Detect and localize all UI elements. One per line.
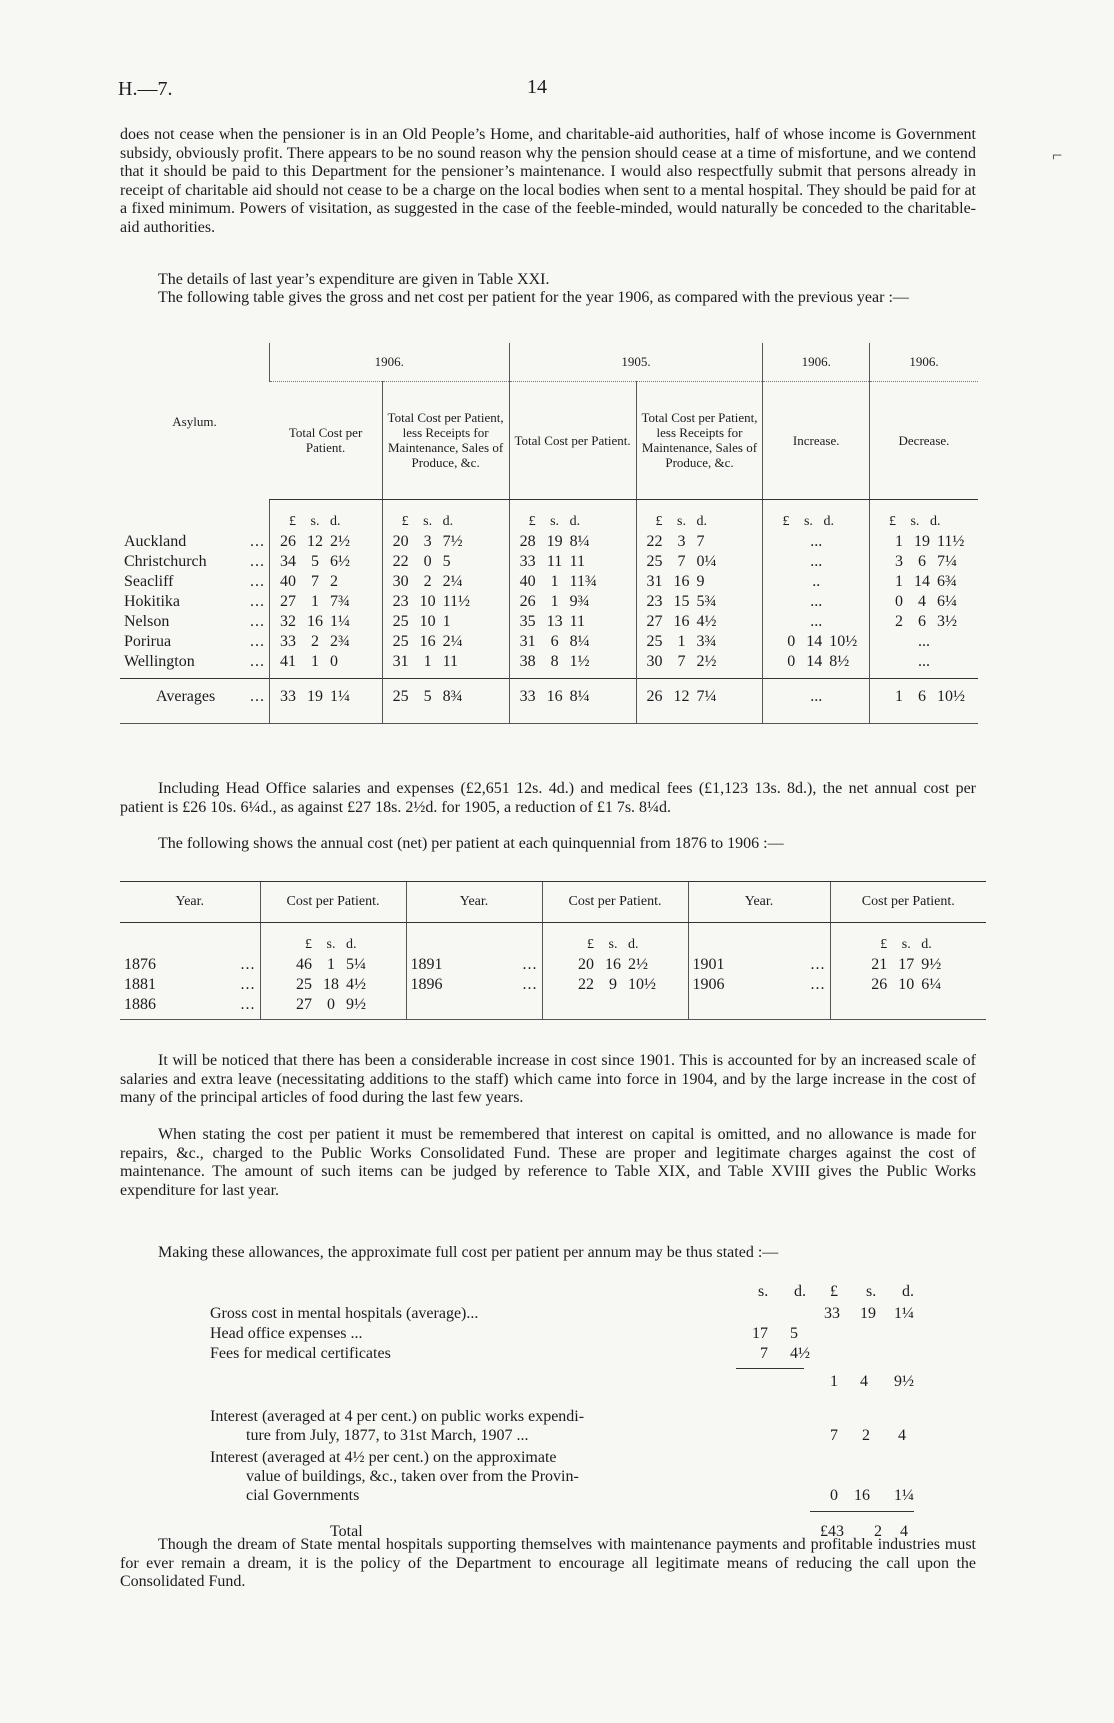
year-cell: 1886 xyxy=(124,996,156,1013)
year-cell: 1896 xyxy=(410,976,443,993)
year-cell: 1876 xyxy=(124,956,156,973)
header-year-1906: 1906. xyxy=(269,343,509,381)
money-value: £ s. d. xyxy=(655,513,708,529)
year-cell: 1901 xyxy=(692,956,725,973)
money-value: 40 1 11¾ xyxy=(519,572,597,590)
year-cell: 1881 xyxy=(124,976,156,993)
units-row xyxy=(120,499,978,532)
paragraph-table-intro: The following table gives the gross and net cost per patient for the year 1906, as compared with the previous year :— xyxy=(158,289,909,306)
header-year-col3: Year. xyxy=(688,882,830,923)
document-page: H.—7. 14 does not cease when the pensioner is in an Old People’s Home, and charitable-aid authorities, half of whose income is Government subsidy, obviously profit. There appears to be no sound reason why the pension should cease at a time of misfortune, and we contend that it should be paid to this Department for the pensioner’s maintenance. I would also respectfully submit that persons already in receipt of charitable aid should not cease to be a charge on the local bodies when sent to a mental hospital. They should be paid for at a fixed minimum. Powers of visitation, as suggested in the case of the feeble-minded, would naturally be conceded to the charitable-aid authorities. The details of last year’s expenditure are given in Table XXI. The following table gives the gross and net cost per patient for the year 1906, as compared with the previous year :— Asylum. 1906. 1905. 1906. 1906. Total Cost per Patient. Total Cost per Patient, less Receipts for Maintenance, Sales of Produce, &c. Total Cost per Patient. Total Cost per Patient, less Receipts for Maintenance, Sales of Produce, &c. Increase. Decrease. £ s. d. £ s. d. £ s. d. £ s. d. £ s. d. £ s. d. Auckland ... 26 12 2½ 20 3 7½ 28 19 8¼ 22 3 7 ... 1 19 11½ Christchurch ... 34 5 6½ 22 0 5 33 11 11 25 7 0¼ ... 3 6 7¼ Seacliff ... 40 7 2 30 2 2¼ 40 1 11¾ 31 16 9 .. 1 14 6¾ Hokitika ... 27 1 7¾ 23 10 11½ 26 1 9¾ 23 15 5¾ ... 0 4 6¼ Nelson ... 32 16 1¼ 25 10 1 35 13 11 27 16 4½ ... 2 6 3½ Porirua ... 33 2 2¾ 25 16 2¼ 31 6 8¼ 25 1 3¾ 0 14 10½ ... Wellington ... 41 1 0 31 1 11 38 8 1½ 30 7 2½ 0 14 8½ ... Averages ... 33 19 1¼ 25 5 8¾ 33 16 8¼ 26 12 7¼ ... 1 6 10½ Including Head Office salaries and expenses (£2,651 12s. 4d.) and medical fees (£1,123 13s. 8d.), the net annual cost per patient is £26 10s. 6¼d., as against £27 18s. 2½d. for 1905, a reduction of £1 7s. 8¼d. The following shows the annual cost (net) per patient at each quinquennial from 1876 to 1906 :— Year. Cost per Patient. Year. Cost per Patient. Year. Cost per Patient. £ s. d. £ s. d. £ s. d. 1876 ... 46 1 5¼ 1891 ... 20 16 2½ 1901 ... 21 17 9½ 1881 ... 25 18 4½ 1896 ... 22 9 10½ 1906 ... 26 10 6¼ 1886 ... 27 0 9½ It will be noticed that there has been a considerable increase in cost since 1901. This is accounted for by an increased scale of salaries and extra leave (necessitating additions to the staff) which came into force in 1904, and by the large increase in the cost of many of the principal articles of food during the last few years. When stating the cost per patient it must be remembered that interest on capital is omitted, and no allowance is made for repairs, &c., charged to the Public Works Consolidated Fund. These are proper and legitimate charges against the cost of maintenance. The amount of such items can be judged by reference to Table XIX, and Table XVIII gives the Public Works expenditure for last year. Making these allowances, the approximate full cost per patient per annum may be thus stated :— s. d. £ s. d. Gross cost in mental hospitals (average)... 33 19 1¼ Head office expenses ... 17 5 Fees for medical certificates 7 4½ 1 4 9½ Interest (averaged at 4 per cent.) on public works expendi- ture from July, 1877, to 31st March, 1907 ... 7 2 4 Interest (averaged at 4½ per cent.) on the approximate value of buildings, &c., taken over from the Provin- cial Governments 0 16 1¼ Total £43 2 4 Though the dream of State mental hospitals supporting themselves with maintenance payments and profitable industries must for ever remain a dream, it is the policy of the Department to encourage all legitimate means of reducing the call upon the Consolidated Fund. ⌐ xyxy=(118,76,1063,1590)
money-value: 33 11 11 xyxy=(519,552,585,570)
money-value: £ s. d. xyxy=(288,513,341,529)
money-value: 27 0 9½ xyxy=(296,996,366,1013)
money-value: 41 1 0 xyxy=(279,652,338,670)
paragraph-net-annual-cost: Including Head Office salaries and expenses (£2,651 12s. 4d.) and medical fees (£1,123 13s. 8d.), the net annual cost per patient is £26 10s. 6¼d., as against £27 18s. 2½d. for 1905, a reduction of £1 7s. 8¼d. xyxy=(120,780,976,816)
money-value: £ s. d. xyxy=(880,937,932,952)
header-total-cost-1906: Total Cost per Patient. xyxy=(269,381,382,499)
money-value: 25 1 3¾ xyxy=(646,632,717,650)
averages-row: Averages ... 33 19 1¼ 25 5 8¾ 33 16 8¼ 26 12 7¼ ... 1 6 10½ xyxy=(120,678,978,715)
money-value: 26 10 6¼ xyxy=(871,976,942,993)
paragraph-closing: Though the dream of State mental hospitals supporting themselves with maintenance payments and profitable industries must for ever remain a dream, it is the policy of the Department to encourage all legitimate means of reducing the call upon the Consolidated Fund. xyxy=(120,1536,976,1590)
paragraph-table-xxi: The details of last year’s expenditure are given in Table XXI. xyxy=(158,271,550,288)
money-value: 30 2 2¼ xyxy=(392,572,463,590)
header-decrease: Decrease. xyxy=(869,381,978,499)
money-value: 31 16 9 xyxy=(646,572,705,590)
money-value: 22 0 5 xyxy=(392,552,451,570)
money-value: 33 2 2¾ xyxy=(279,632,350,650)
money-value: 30 7 2½ xyxy=(646,652,717,670)
units-row xyxy=(120,923,986,956)
header-year-decrease: 1906. xyxy=(869,343,978,381)
money-value: 23 10 11½ xyxy=(392,592,471,610)
header-asylum: Asylum. xyxy=(172,413,217,429)
paragraph-quinquennial-intro: The following shows the annual cost (net) per patient at each quinquennial from 1876 to 1906 :— xyxy=(158,835,784,852)
table-row: Seacliff ... 40 7 2 30 2 2¼ 40 1 11¾ 31 16 9 .. 1 14 6¾ xyxy=(120,572,978,592)
header-total-cost-1905: Total Cost per Patient. xyxy=(509,381,636,499)
asylum-name: Hokitika xyxy=(124,592,180,610)
header-year-col2: Year. xyxy=(406,882,542,923)
table-row: Christchurch ... 34 5 6½ 22 0 5 33 11 11 25 7 0¼ ... 3 6 7¼ xyxy=(120,552,978,572)
money-value: 23 15 5¾ xyxy=(646,592,717,610)
table-row: 1881 ... 25 18 4½ 1896 ... 22 9 10½ 1906 ... 26 10 6¼ xyxy=(120,975,986,995)
asylum-name: Seacliff xyxy=(124,572,174,590)
money-value: 1 14 6¾ xyxy=(894,572,957,590)
cost-per-patient-table xyxy=(120,343,978,724)
money-value: 0 14 8½ xyxy=(787,652,850,670)
money-value: £ s. d. xyxy=(888,513,941,529)
money-value: 34 5 6½ xyxy=(279,552,350,570)
money-value: £ s. d. xyxy=(587,937,639,952)
header-cost-col1: Cost per Patient. xyxy=(260,882,406,923)
money-value: 25 10 1 xyxy=(392,612,451,630)
header-cost-col2: Cost per Patient. xyxy=(542,882,688,923)
header-year-1905: 1905. xyxy=(509,343,763,381)
money-value: 35 13 11 xyxy=(519,612,585,630)
quinquennial-cost-table xyxy=(120,881,986,1020)
asylum-name: Auckland xyxy=(124,532,187,550)
money-value: 31 6 8¼ xyxy=(519,632,590,650)
money-value: 26 12 2½ xyxy=(279,532,350,550)
money-value: 1 6 10½ xyxy=(894,687,965,705)
money-value: 20 16 2½ xyxy=(578,956,648,973)
money-value: 2 6 3½ xyxy=(894,612,957,630)
paragraph-increase-since-1901: It will be noticed that there has been a considerable increase in cost since 1901. This is accounted for by an increased scale of salaries and extra leave (necessitating additions to the staff) which came into force in 1904, and by the large increase in the cost of many of the principal articles of food during the last few years. xyxy=(120,1052,976,1106)
year-cell: 1891 xyxy=(410,956,443,973)
money-value: 21 17 9½ xyxy=(871,956,942,973)
money-value: 25 16 2¼ xyxy=(392,632,463,650)
table-row: Auckland ... 26 12 2½ 20 3 7½ 28 19 8¼ 22 3 7 ... 1 19 11½ xyxy=(120,532,978,552)
table-row: 1886 ... 27 0 9½ xyxy=(120,995,986,1015)
money-value: 27 16 4½ xyxy=(646,612,717,630)
table-row: Wellington ... 41 1 0 31 1 11 38 8 1½ 30 7 2½ 0 14 8½ ... xyxy=(120,652,978,679)
money-value: 25 18 4½ xyxy=(296,976,366,993)
money-value: £ s. d. xyxy=(782,513,834,529)
money-value: 25 5 8¾ xyxy=(392,687,463,705)
money-value: 32 16 1¼ xyxy=(279,612,350,630)
header-year-increase: 1906. xyxy=(763,343,869,381)
money-value: 22 3 7 xyxy=(646,532,705,550)
margin-mark: ⌐ xyxy=(1052,145,1063,165)
year-cell: 1906 xyxy=(692,976,725,993)
table-row: Hokitika ... 27 1 7¾ 23 10 11½ 26 1 9¾ 23 15 5¾ ... 0 4 6¼ xyxy=(120,592,978,612)
money-value: 46 1 5¼ xyxy=(296,956,366,973)
header-net-cost-1905: Total Cost per Patient, less Receipts for Maintenance, Sales of Produce, &c. xyxy=(636,381,763,499)
paragraph-allowances: Making these allowances, the approximate full cost per patient per annum may be thus stated :— xyxy=(158,1244,779,1261)
table-row: Porirua ... 33 2 2¾ 25 16 2¼ 31 6 8¼ 25 1 3¾ 0 14 10½ ... xyxy=(120,632,978,652)
asylum-name: Nelson xyxy=(124,612,170,630)
asylum-name: Wellington xyxy=(124,652,195,670)
money-value: 33 19 1¼ xyxy=(279,687,350,705)
header-increase: Increase. xyxy=(763,381,869,499)
page-number: 14 xyxy=(527,76,547,98)
money-value: 20 3 7½ xyxy=(392,532,463,550)
total-rule xyxy=(810,1511,914,1512)
money-value: 0 4 6¼ xyxy=(894,592,957,610)
money-value: £ s. d. xyxy=(528,513,581,529)
document-reference: H.—7. xyxy=(118,78,173,100)
header-net-cost-1906: Total Cost per Patient, less Receipts for Maintenance, Sales of Produce, &c. xyxy=(382,381,509,499)
table-row: Nelson ... 32 16 1¼ 25 10 1 35 13 11 27 16 4½ ... 2 6 3½ xyxy=(120,612,978,632)
money-value: 31 1 11 xyxy=(392,652,459,670)
asylum-name: Porirua xyxy=(124,632,172,650)
header-year-col1: Year. xyxy=(120,882,260,923)
money-value: 25 7 0¼ xyxy=(646,552,717,570)
asylum-name: Christchurch xyxy=(124,552,207,570)
money-value: 40 7 2 xyxy=(279,572,338,590)
paragraph-interest-omitted: When stating the cost per patient it must be remembered that interest on capital is omitted, and no allowance is made for repairs, &c., charged to the Public Works Consolidated Fund. These are proper and legitimate charges against the cost of maintenance. The amount of such items can be judged by reference to Table XIX, and Table XVIII gives the Public Works expenditure for last year. xyxy=(120,1126,976,1199)
subtotal-rule xyxy=(736,1368,804,1369)
money-value: £ s. d. xyxy=(401,513,454,529)
table-row: 1876 ... 46 1 5¼ 1891 ... 20 16 2½ 1901 ... 21 17 9½ xyxy=(120,955,986,975)
money-value: 26 12 7¼ xyxy=(646,687,717,705)
money-value: 3 6 7¼ xyxy=(894,552,957,570)
money-value: 26 1 9¾ xyxy=(519,592,590,610)
money-value: 27 1 7¾ xyxy=(279,592,350,610)
money-value: 0 14 10½ xyxy=(787,632,858,650)
paragraph-pension: does not cease when the pensioner is in an Old People’s Home, and charitable-aid authorities, half of whose income is Government subsidy, obviously profit. There appears to be no sound reason why the pension should cease at a time of misfortune, and we contend that it should be paid to this Department for the pensioner’s maintenance. I would also respectfully submit that persons already in receipt of charitable aid should not cease to be a charge on the local bodies when sent to a mental hospital. They should be paid for at a fixed minimum. Powers of visitation, as suggested in the case of the feeble-minded, would naturally be conceded to the charitable-aid authorities. xyxy=(120,126,976,236)
money-value: 33 16 8¼ xyxy=(519,687,590,705)
money-value: 38 8 1½ xyxy=(519,652,590,670)
money-value: 28 19 8¼ xyxy=(519,532,590,550)
header-cost-col3: Cost per Patient. xyxy=(830,882,986,923)
money-value: 22 9 10½ xyxy=(578,976,656,993)
money-value: £ s. d. xyxy=(305,937,357,952)
money-value: 1 19 11½ xyxy=(894,532,965,550)
